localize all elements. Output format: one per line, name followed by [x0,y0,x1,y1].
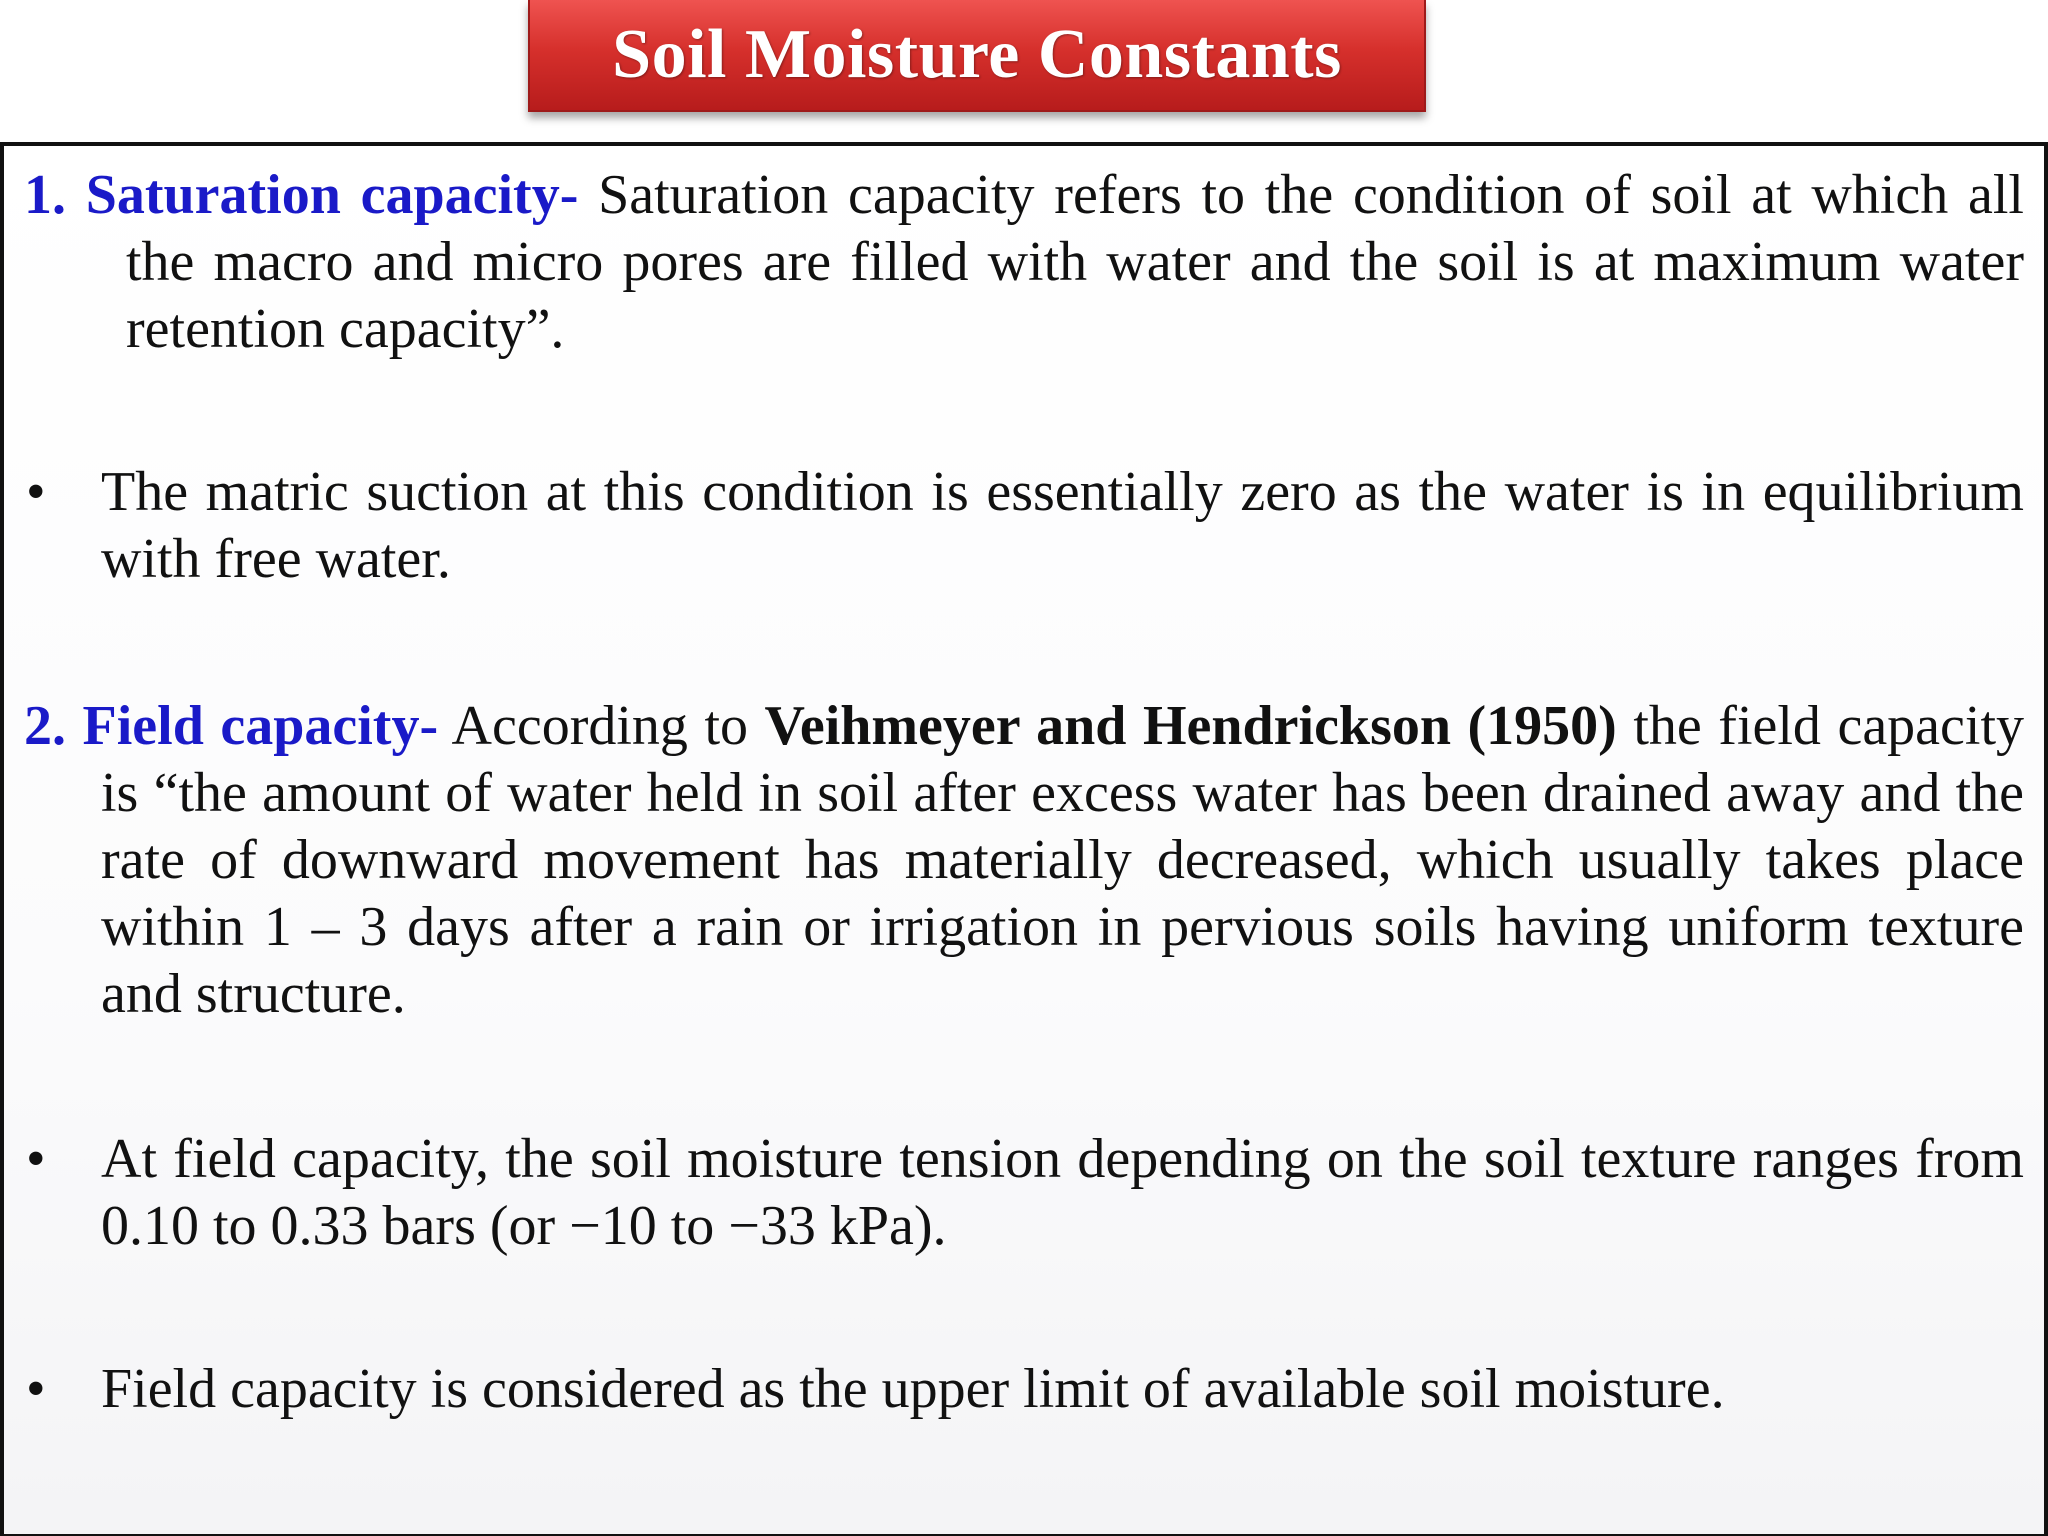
bullet-matric-suction-text: The matric suction at this condition is essentially zero as the water is in equilibrium with free water. [101,461,2024,590]
bullet-icon: • [26,1128,46,1190]
saturation-capacity-text: Saturation capacity refers to the condition of soil at which all the macro and micro pores are filled with water and the soil is at maximum water retention capacity”. [126,164,2024,360]
field-capacity-text-after: the field capacity is “the amount of water held in soil after excess water has been drained away and the rate of downward movement has materially decreased, which usually takes place within 1 – 3 days after a rain or irrigation in pervious soils having uniform texture and structure. [101,695,2024,1025]
saturation-capacity-label: 1. Saturation capacity- [24,164,579,226]
title-banner [528,0,1426,112]
bullet-moisture-tension-text: At field capacity, the soil moisture tension depending on the soil texture ranges from 0.10 to 0.33 bars (or −10 to −33 kPa). [101,1128,2024,1257]
bullet-upper-limit [24,1356,2024,1423]
field-capacity-text-before: According to [438,695,765,757]
bullet-icon: • [26,1358,46,1420]
slide-title: Soil Moisture Constants [612,16,1342,93]
saturation-capacity-paragraph [24,162,2024,363]
bullet-moisture-tension [24,1126,2024,1260]
bullet-upper-limit-text: Field capacity is considered as the upper limit of available soil moisture. [101,1358,1725,1420]
field-capacity-citation: Veihmeyer and Hendrickson (1950) [764,695,1617,757]
bullet-matric-suction [24,459,2024,593]
content-box [0,142,2048,1536]
bullet-icon: • [26,461,46,523]
field-capacity-label: 2. Field capacity- [24,695,439,757]
field-capacity-paragraph [24,693,2024,1028]
